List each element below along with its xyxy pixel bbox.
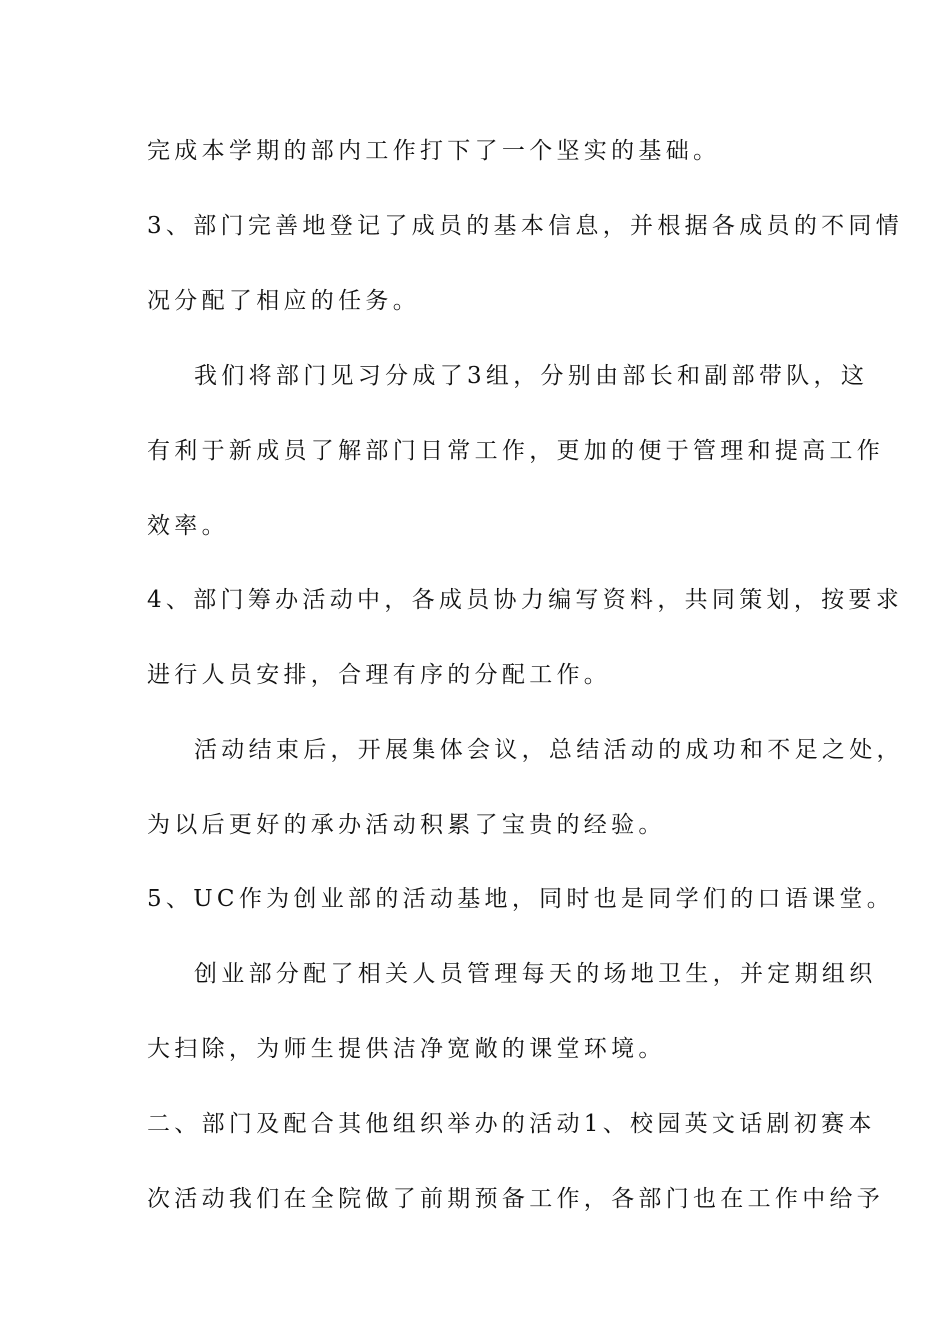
text-line: 完成本学期的部内工作打下了一个坚实的基础。 [147, 138, 721, 164]
text-line: 二、部门及配合其他组织举办的活动1、校园英文话剧初赛本 [147, 1111, 876, 1137]
text-line: 5、UC作为创业部的活动基地，同时也是同学们的口语课堂。 [147, 886, 895, 912]
text-line: 有利于新成员了解部门日常工作，更加的便于管理和提高工作 [147, 438, 885, 464]
text-line: 进行人员安排，合理有序的分配工作。 [147, 662, 612, 688]
text-line: 3、部门完善地登记了成员的基本信息，并根据各成员的不同情 [147, 213, 904, 239]
text-line: 我们将部门见习分成了3组，分别由部长和副部带队，这 [194, 363, 869, 389]
text-line: 4、部门筹办活动中，各成员协力编写资料，共同策划，按要求 [147, 587, 904, 613]
text-line: 况分配了相应的任务。 [147, 288, 420, 314]
text-line: 为以后更好的承办活动积累了宝贵的经验。 [147, 812, 666, 838]
text-line: 活动结束后，开展集体会议，总结活动的成功和不足之处， [194, 737, 904, 763]
text-line: 效率。 [147, 513, 229, 539]
text-line: 大扫除，为师生提供洁净宽敞的课堂环境。 [147, 1036, 666, 1062]
text-line: 次活动我们在全院做了前期预备工作，各部门也在工作中给予 [147, 1186, 885, 1212]
text-line: 创业部分配了相关人员管理每天的场地卫生，并定期组织 [194, 961, 877, 987]
